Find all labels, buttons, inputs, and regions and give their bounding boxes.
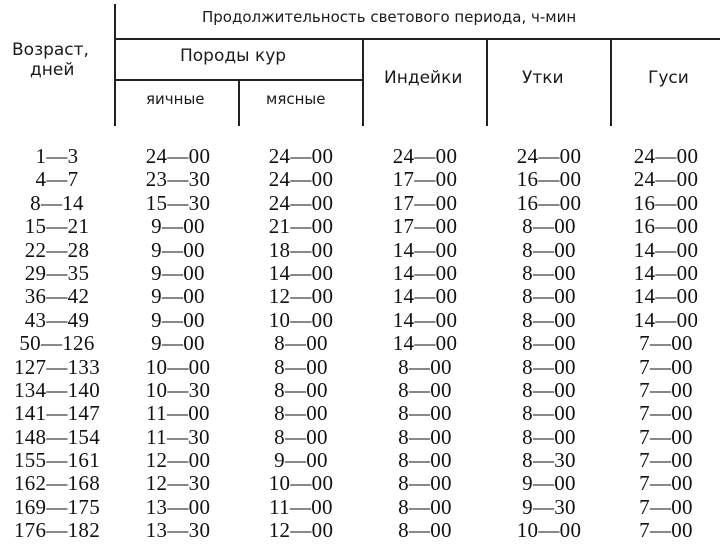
ducks-cell: 8—00 [522, 354, 576, 379]
geese-cell: 16—00 [633, 190, 699, 215]
geese-cell: 7—00 [639, 401, 693, 426]
meat-breeds-cell: 12—00 [268, 518, 334, 543]
header-divider-egg-meat [238, 80, 240, 126]
chicken-breeds-header: Породы кур [180, 46, 287, 66]
egg-breeds-cell: 24—00 [145, 144, 211, 168]
geese-cell: 7—00 [639, 471, 693, 496]
egg-breeds-cell: 12—30 [145, 471, 211, 496]
header-divider-duck-goose [610, 39, 612, 126]
age-cell: 4—7 [35, 167, 79, 192]
egg-breeds-cell: 10—00 [145, 354, 211, 379]
table-row [0, 215, 720, 238]
geese-cell: 7—00 [639, 377, 693, 402]
age-header-line1: Возраст, [12, 40, 89, 60]
table-row [0, 145, 720, 168]
table-row [0, 496, 720, 519]
turkeys-cell: 8—00 [398, 377, 452, 402]
meat-breeds-cell: 12—00 [268, 284, 334, 309]
table-row [0, 168, 720, 191]
ducks-cell: 8—30 [522, 448, 576, 473]
geese-cell: 24—00 [633, 144, 699, 168]
meat-breeds-cell: 18—00 [268, 237, 334, 262]
header-rule-top [114, 38, 720, 40]
age-cell: 22—28 [24, 237, 90, 262]
header-divider-turkey-duck [486, 39, 488, 126]
table-row [0, 472, 720, 495]
egg-breeds-cell: 11—00 [146, 401, 210, 426]
turkeys-cell: 8—00 [398, 401, 452, 426]
age-cell: 15—21 [24, 214, 90, 239]
geese-cell: 7—00 [639, 494, 693, 519]
meat-breeds-cell: 14—00 [268, 260, 334, 285]
turkeys-cell: 8—00 [398, 494, 452, 519]
ducks-cell: 8—00 [522, 260, 576, 285]
table-row [0, 332, 720, 355]
age-cell: 141—147 [13, 401, 101, 426]
meat-breeds-cell: 9—00 [274, 448, 328, 473]
ducks-header: Утки [522, 68, 564, 88]
table-row [0, 239, 720, 262]
ducks-cell: 8—00 [522, 331, 576, 356]
table-row [0, 309, 720, 332]
age-cell: 36—42 [24, 284, 90, 309]
turkeys-header: Индейки [384, 68, 463, 88]
age-cell: 1—3 [35, 144, 79, 168]
turkeys-cell: 14—00 [392, 237, 458, 262]
egg-breeds-cell: 9—00 [151, 237, 205, 262]
age-cell: 127—133 [13, 354, 101, 379]
ducks-cell: 8—00 [522, 401, 576, 426]
meat-breeds-cell: 11—00 [269, 494, 333, 519]
age-cell: 8—14 [30, 190, 84, 215]
meat-breeds-cell: 8—00 [274, 331, 328, 356]
geese-cell: 7—00 [639, 354, 693, 379]
ducks-cell: 8—00 [522, 377, 576, 402]
table-row [0, 449, 720, 472]
age-cell: 162—168 [13, 471, 101, 496]
turkeys-cell: 14—00 [392, 284, 458, 309]
geese-header: Гуси [648, 68, 689, 88]
egg-breeds-cell: 15—30 [145, 190, 211, 215]
table-row [0, 519, 720, 542]
light-period-header: Продолжительность светового периода, ч-мин [202, 8, 577, 26]
turkeys-cell: 17—00 [392, 190, 458, 215]
geese-cell: 14—00 [633, 237, 699, 262]
age-cell: 176—182 [13, 518, 101, 543]
meat-breeds-cell: 10—00 [268, 307, 334, 332]
meat-breeds-cell: 8—00 [274, 401, 328, 426]
egg-breeds-cell: 13—00 [145, 494, 211, 519]
egg-breeds-cell: 12—00 [145, 448, 211, 473]
meat-breeds-cell: 24—00 [268, 167, 334, 192]
turkeys-cell: 17—00 [392, 214, 458, 239]
table-row [0, 426, 720, 449]
meat-breeds-cell: 8—00 [274, 424, 328, 449]
meat-breeds-cell: 8—00 [274, 377, 328, 402]
egg-breeds-cell: 9—00 [151, 214, 205, 239]
age-cell: 43—49 [24, 307, 90, 332]
egg-breeds-cell: 11—30 [146, 424, 210, 449]
turkeys-cell: 8—00 [398, 424, 452, 449]
table-row [0, 402, 720, 425]
egg-breeds-cell: 9—00 [151, 307, 205, 332]
meat-breeds-cell: 24—00 [268, 190, 334, 215]
age-cell: 148—154 [13, 424, 101, 449]
turkeys-cell: 14—00 [392, 307, 458, 332]
egg-breeds-cell: 9—00 [151, 284, 205, 309]
table-row [0, 262, 720, 285]
turkeys-cell: 8—00 [398, 518, 452, 543]
geese-cell: 7—00 [639, 331, 693, 356]
turkeys-cell: 8—00 [398, 448, 452, 473]
header-divider-age [114, 4, 116, 126]
turkeys-cell: 14—00 [392, 260, 458, 285]
geese-cell: 24—00 [633, 167, 699, 192]
turkeys-cell: 8—00 [398, 471, 452, 496]
geese-cell: 14—00 [633, 284, 699, 309]
geese-cell: 16—00 [633, 214, 699, 239]
geese-cell: 14—00 [633, 307, 699, 332]
meat-breeds-cell: 24—00 [268, 144, 334, 168]
age-cell: 134—140 [13, 377, 101, 402]
ducks-cell: 9—30 [522, 494, 576, 519]
table-row [0, 356, 720, 379]
geese-cell: 7—00 [639, 518, 693, 543]
egg-breeds-cell: 9—00 [151, 331, 205, 356]
ducks-cell: 8—00 [522, 424, 576, 449]
ducks-cell: 8—00 [522, 284, 576, 309]
meat-breeds-cell: 8—00 [274, 354, 328, 379]
egg-breeds-header: яичные [146, 90, 205, 108]
ducks-cell: 8—00 [522, 214, 576, 239]
egg-breeds-cell: 10—30 [145, 377, 211, 402]
turkeys-cell: 8—00 [398, 354, 452, 379]
age-cell: 155—161 [13, 448, 101, 473]
turkeys-cell: 17—00 [392, 167, 458, 192]
geese-cell: 14—00 [633, 260, 699, 285]
ducks-cell: 10—00 [516, 518, 582, 543]
egg-breeds-cell: 9—00 [151, 260, 205, 285]
table-body [0, 145, 720, 543]
meat-breeds-header: мясные [266, 90, 326, 108]
turkeys-cell: 24—00 [392, 144, 458, 168]
ducks-cell: 8—00 [522, 237, 576, 262]
table-row [0, 192, 720, 215]
ducks-cell: 8—00 [522, 307, 576, 332]
meat-breeds-cell: 10—00 [268, 471, 334, 496]
table-row [0, 379, 720, 402]
meat-breeds-cell: 21—00 [268, 214, 334, 239]
egg-breeds-cell: 13—30 [145, 518, 211, 543]
turkeys-cell: 14—00 [392, 331, 458, 356]
geese-cell: 7—00 [639, 424, 693, 449]
header-divider-chicken-turkey [362, 39, 364, 126]
age-cell: 169—175 [13, 494, 101, 519]
ducks-cell: 16—00 [516, 190, 582, 215]
table-row [0, 285, 720, 308]
age-cell: 29—35 [24, 260, 90, 285]
age-cell: 50—126 [19, 331, 95, 356]
ducks-cell: 16—00 [516, 167, 582, 192]
age-header-line2: дней [30, 60, 75, 80]
egg-breeds-cell: 23—30 [145, 167, 211, 192]
ducks-cell: 24—00 [516, 144, 582, 168]
ducks-cell: 9—00 [522, 471, 576, 496]
geese-cell: 7—00 [639, 448, 693, 473]
